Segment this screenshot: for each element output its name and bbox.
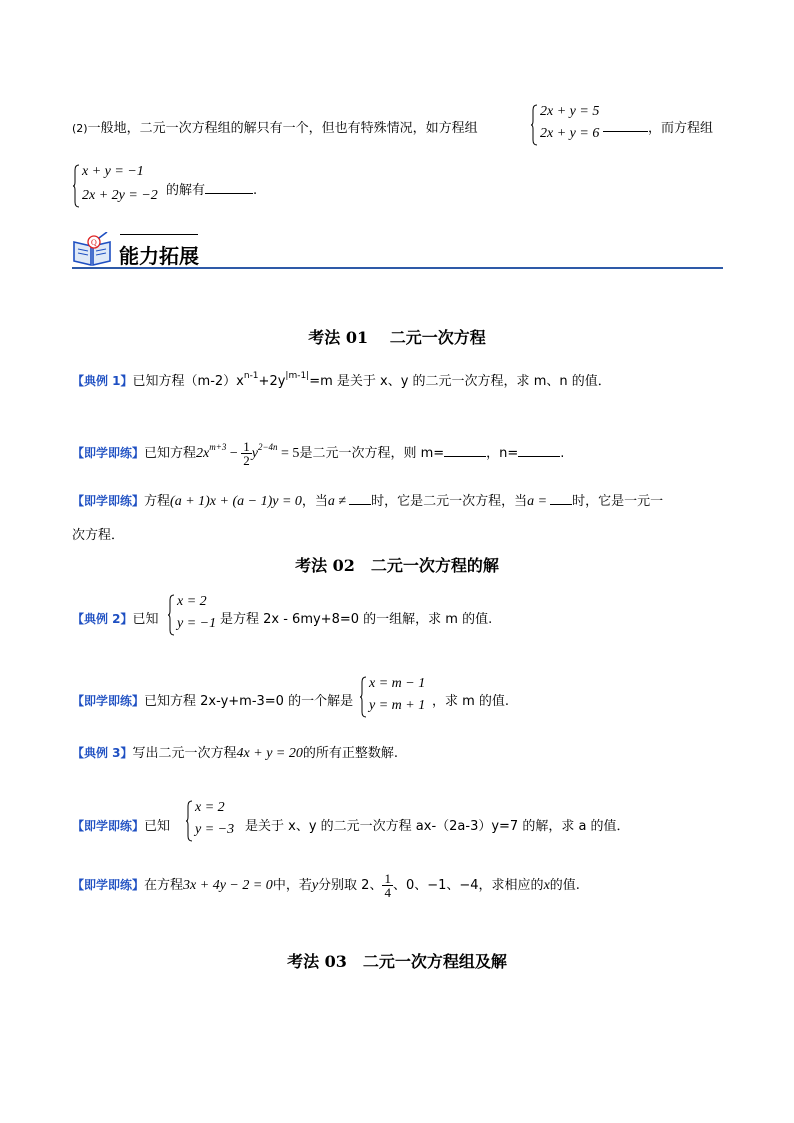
answer-blank[interactable] — [205, 181, 253, 194]
practice-1 — [72, 440, 564, 467]
example-tag: 【典例 2】 — [72, 612, 133, 626]
header-rule — [72, 267, 723, 269]
practice-tag: 【即学即练】 — [72, 446, 145, 460]
practice-3-a — [72, 690, 353, 709]
practice-1-text: . — [560, 446, 565, 461]
denominator: 2 — [243, 453, 250, 468]
practice-2-text: 方程 — [144, 494, 171, 509]
kaofa-03-heading: 考法 03 二元一次方程组及解 — [287, 952, 507, 971]
practice-5-text: 分别取 2、 — [318, 878, 383, 893]
example-2-b: 是方程 2x - 6my+8=0 的一组解，求 m 的值. — [220, 612, 493, 627]
exponent: |m-1| — [285, 371, 310, 381]
brace-icon — [73, 164, 80, 208]
answer-blank[interactable] — [444, 444, 486, 457]
practice-2 — [72, 490, 663, 510]
exponent: m+3 — [209, 442, 227, 452]
math: a = — [527, 494, 548, 509]
system-row: x = 2 — [177, 594, 207, 609]
section-header — [72, 230, 723, 270]
practice-4-a — [72, 815, 170, 834]
header-top-rule — [120, 234, 198, 235]
example-3 — [72, 742, 398, 762]
practice-5-text: 中，若 — [272, 878, 312, 893]
answer-blank[interactable] — [349, 492, 371, 505]
system-a-row2: 2x + y = 6 — [540, 126, 600, 141]
example-1 — [72, 370, 611, 389]
system-p3 — [360, 676, 440, 718]
practice-2-text: 时，它是二元一次方程，当 — [371, 494, 528, 509]
system-a-row1: 2x + y = 5 — [540, 104, 600, 119]
part2-text1: 一般地，二元一次方程组的解只有一个，但也有特殊情况，如方程组 — [87, 121, 478, 136]
practice-tag: 【即学即练】 — [72, 819, 145, 833]
math: 4x + y = 20 — [236, 746, 303, 761]
math: y — [311, 878, 319, 893]
exponent: 2−4n — [257, 442, 278, 452]
system-b-row2: 2x + 2y = −2 — [82, 188, 158, 203]
practice-2-text: ，当 — [301, 494, 328, 509]
system-row: y = −1 — [177, 616, 217, 631]
practice-3-text: 已知方程 2x-y+m-3=0 的一个解是 — [144, 694, 354, 709]
example-2-a — [72, 608, 159, 627]
part2-line1 — [72, 117, 478, 136]
brace-icon — [186, 800, 193, 842]
math: = 5 — [277, 446, 300, 461]
system-b — [73, 164, 173, 208]
math: 3x + 4y − 2 = 0 — [183, 878, 273, 893]
practice-2-cont: 次方程． — [72, 528, 125, 543]
example-2-text: 已知 — [132, 612, 159, 627]
part2-blank1-wrap — [603, 117, 713, 136]
example-1-text: 已知方程（m-2）x — [132, 374, 244, 389]
practice-3-b: ，求 m 的值. — [432, 694, 510, 709]
practice-tag: 【即学即练】 — [72, 694, 145, 708]
answer-blank[interactable] — [518, 444, 560, 457]
section-title: 能力拓展 — [119, 244, 199, 268]
practice-4-text: 已知 — [144, 819, 171, 834]
practice-2-text: 时，它是一元一 — [572, 494, 664, 509]
practice-5 — [72, 872, 580, 899]
practice-1-text: ，n= — [486, 446, 519, 461]
kaofa-01-heading: 考法 01 二元一次方程 — [308, 328, 486, 347]
practice-1-text: 是二元一次方程，则 m= — [299, 446, 445, 461]
practice-5-text: 在方程 — [144, 878, 184, 893]
system-row: x = 2 — [195, 800, 225, 815]
practice-4-b: 是关于 x、y 的二元一次方程 ax-（2a-3）y=7 的解，求 a 的值． — [245, 819, 630, 834]
part2-label: (2) — [72, 122, 88, 135]
example-3-text: 写出二元一次方程 — [132, 746, 237, 761]
book-icon — [72, 232, 112, 266]
math: (a + 1)x + (a − 1)y = 0 — [170, 494, 302, 509]
practice-tag: 【即学即练】 — [72, 878, 145, 892]
brace-icon — [360, 676, 367, 718]
part2-text3: 的解有 — [166, 183, 206, 198]
system-row: y = −3 — [195, 822, 235, 837]
math: y — [251, 446, 258, 461]
fraction-one-quarter — [382, 872, 393, 899]
part2-text2: ，而方程组 — [648, 121, 714, 136]
example-3-text: 的所有正整数解. — [302, 746, 399, 761]
example-tag: 【典例 1】 — [72, 374, 133, 388]
part2-line3 — [166, 179, 257, 198]
exponent: n-1 — [243, 371, 259, 381]
example-tag: 【典例 3】 — [72, 746, 133, 760]
brace-icon — [531, 104, 538, 146]
fraction-one-half — [241, 440, 252, 467]
kaofa-02-heading: 考法 02 二元一次方程的解 — [295, 556, 499, 575]
numerator: 1 — [384, 871, 391, 886]
brace-icon — [168, 594, 175, 636]
practice-1-text: 已知方程 — [144, 446, 197, 461]
example-1-text: =m 是关于 x、y 的二元一次方程，求 m、n 的值． — [309, 374, 611, 389]
example-1-text: +2y — [258, 374, 286, 389]
answer-blank[interactable] — [550, 492, 572, 505]
system-b-row1: x + y = −1 — [82, 164, 144, 179]
math: 2x — [196, 446, 210, 461]
numerator: 1 — [243, 439, 250, 454]
system-row: x = m − 1 — [369, 676, 426, 691]
denominator: 4 — [384, 885, 391, 900]
system-p4 — [186, 800, 246, 842]
math: − — [226, 446, 242, 461]
svg-text:Q: Q — [91, 238, 97, 247]
practice-5-text: 的值. — [549, 878, 580, 893]
system-ex2 — [168, 594, 228, 636]
math: a ≠ — [327, 494, 347, 509]
system-row: y = m + 1 — [369, 698, 426, 713]
practice-tag: 【即学即练】 — [72, 494, 145, 508]
math: x — [543, 878, 550, 893]
answer-blank[interactable] — [603, 119, 648, 132]
part2-end: . — [253, 183, 258, 198]
practice-5-text: 、0、−1、−4，求相应的 — [392, 878, 544, 893]
